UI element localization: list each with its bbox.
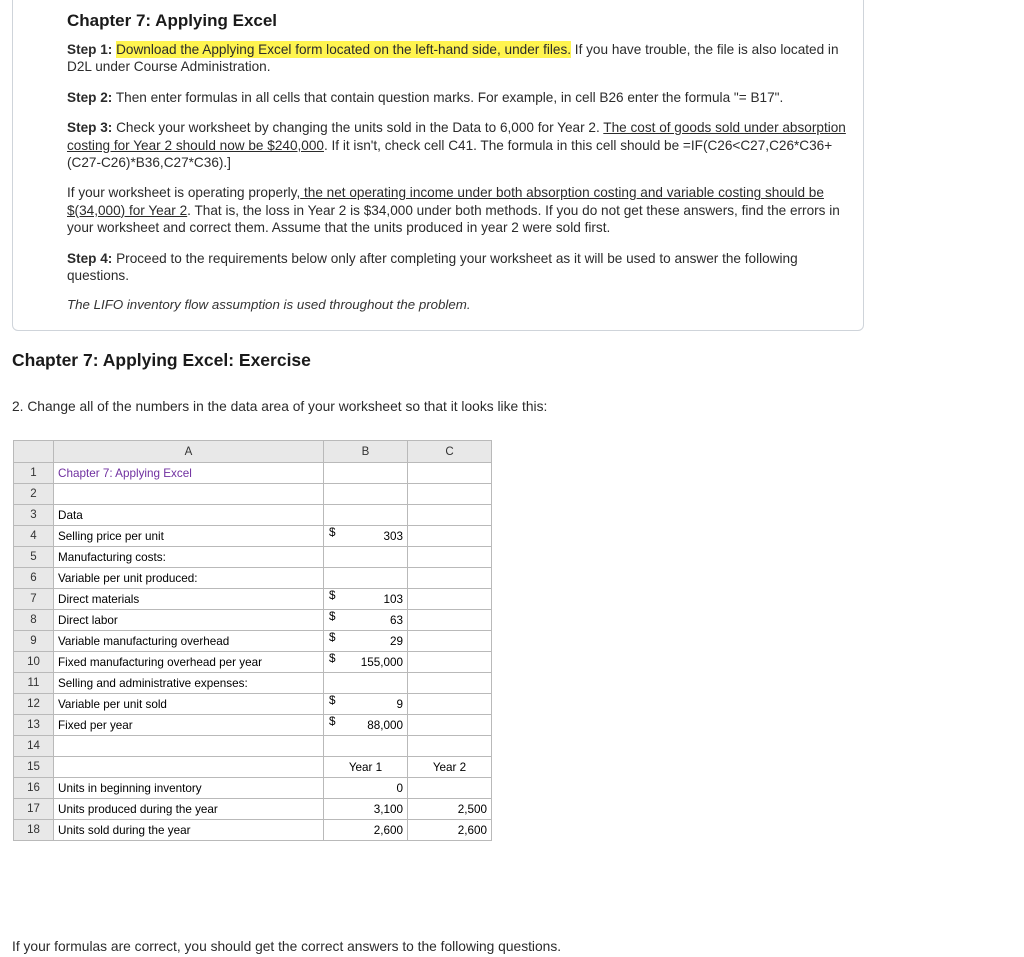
- table-row: [14, 736, 492, 757]
- cell-c[interactable]: [408, 673, 492, 694]
- table-row: [14, 799, 492, 820]
- row-header[interactable]: 17: [14, 799, 54, 820]
- cell-c[interactable]: [408, 610, 492, 631]
- column-header-a[interactable]: A: [54, 441, 324, 463]
- table-row: [14, 673, 492, 694]
- row-header[interactable]: 12: [14, 694, 54, 715]
- step-3-underlined: The cost of goods sold under absorption costing for Year 2 should now be $240,000: [67, 120, 846, 153]
- step-1-rest: If you have trouble, the file is also located in D2L under Course Administration.: [67, 42, 839, 75]
- cell-value: 88,000: [367, 718, 403, 732]
- exercise-heading: Chapter 7: Applying Excel: Exercise: [12, 350, 311, 370]
- cell-b[interactable]: 0: [324, 778, 408, 799]
- cell-b[interactable]: [324, 463, 408, 484]
- row-header[interactable]: 13: [14, 715, 54, 736]
- table-row: [14, 715, 492, 736]
- panel-title: Chapter 7: Applying Excel: [67, 11, 278, 30]
- cell-a[interactable]: [54, 736, 324, 757]
- column-header-c[interactable]: C: [408, 441, 492, 463]
- cell-b[interactable]: [324, 736, 408, 757]
- check-part-2: . That is, the loss in Year 2 is $34,000 under both methods. If you do not get these answers, find the errors in your worksheet and correct them. Assume that the units produced in year 2 were sold first.: [67, 202, 840, 236]
- cell-b[interactable]: [324, 694, 408, 715]
- cell-a[interactable]: Fixed per year: [54, 715, 324, 736]
- step-3: [67, 119, 849, 171]
- cell-c[interactable]: [408, 463, 492, 484]
- cell-value: 29: [389, 634, 403, 648]
- step-3-part-1: Check your worksheet by changing the units sold in the Data to 6,000 for Year 2.: [112, 120, 604, 136]
- cell-a[interactable]: Selling price per unit: [54, 526, 324, 547]
- step-2-label: Step 2:: [67, 89, 113, 105]
- cell-c[interactable]: [408, 694, 492, 715]
- lifo-note: The LIFO inventory flow assumption is used throughout the problem.: [67, 297, 471, 313]
- cell-a[interactable]: Units produced during the year: [54, 799, 324, 820]
- cell-value: 155,000: [360, 655, 403, 669]
- column-header-b[interactable]: B: [324, 441, 408, 463]
- cell-c[interactable]: [408, 547, 492, 568]
- table-row: [14, 547, 492, 568]
- cell-a[interactable]: Manufacturing costs:: [54, 547, 324, 568]
- row-header[interactable]: 3: [14, 505, 54, 526]
- row-header[interactable]: 14: [14, 736, 54, 757]
- table-row: [14, 820, 492, 841]
- row-header[interactable]: 8: [14, 610, 54, 631]
- row-header[interactable]: 11: [14, 673, 54, 694]
- cell-a[interactable]: Selling and administrative expenses:: [54, 673, 324, 694]
- cell-a[interactable]: Variable per unit sold: [54, 694, 324, 715]
- cell-a[interactable]: Chapter 7: Applying Excel: [54, 463, 324, 484]
- table-row: [14, 778, 492, 799]
- cell-c[interactable]: Year 2: [408, 757, 492, 778]
- cell-a[interactable]: Variable manufacturing overhead: [54, 631, 324, 652]
- currency-symbol: $: [329, 631, 336, 644]
- currency-symbol: $: [329, 610, 336, 623]
- step-3-part-2: . If it isn't, check cell C41. The formula in this cell should be =IF(C26<C27,C26*C36+(C27-C26)*B36,C27*C36).]: [67, 137, 833, 170]
- step-4: [67, 250, 849, 285]
- step-1-highlight: Download the Applying Excel form located on the left-hand side, under files.: [116, 42, 572, 57]
- footer-text: If your formulas are correct, you should get the correct answers to the following questions.: [12, 939, 562, 954]
- cell-b[interactable]: [324, 484, 408, 505]
- check-underlined: the net operating income under both absorption costing and variable costing should be $(34,000) for Year 2: [67, 185, 824, 218]
- table-row: [14, 631, 492, 652]
- cell-value: 9: [396, 697, 403, 711]
- row-header[interactable]: 1: [14, 463, 54, 484]
- cell-b[interactable]: [324, 505, 408, 526]
- step-1-label: Step 1:: [67, 42, 113, 57]
- row-header[interactable]: 18: [14, 820, 54, 841]
- cell-c[interactable]: [408, 505, 492, 526]
- cell-c[interactable]: [408, 736, 492, 757]
- step-1: [67, 41, 849, 76]
- cell-c[interactable]: [408, 652, 492, 673]
- table-row: [14, 589, 492, 610]
- cell-c[interactable]: [408, 778, 492, 799]
- cell-c[interactable]: [408, 589, 492, 610]
- currency-symbol: $: [329, 526, 336, 539]
- worksheet-check-paragraph: [67, 184, 849, 236]
- cell-c[interactable]: [408, 484, 492, 505]
- table-row: [14, 505, 492, 526]
- cell-a[interactable]: [54, 757, 324, 778]
- row-header[interactable]: 6: [14, 568, 54, 589]
- cell-b[interactable]: [324, 631, 408, 652]
- step-2: [67, 89, 849, 106]
- currency-symbol: $: [329, 694, 336, 707]
- cell-a[interactable]: Data: [54, 505, 324, 526]
- row-header[interactable]: 2: [14, 484, 54, 505]
- cell-c[interactable]: [408, 568, 492, 589]
- cell-b[interactable]: [324, 673, 408, 694]
- currency-symbol: $: [329, 589, 336, 602]
- table-row: [14, 694, 492, 715]
- step-4-text: Proceed to the requirements below only after completing your worksheet as it will be used to answer the following questions.: [67, 250, 798, 283]
- cell-b[interactable]: 2,600: [324, 820, 408, 841]
- cell-b[interactable]: [324, 715, 408, 736]
- cell-a[interactable]: Fixed manufacturing overhead per year: [54, 652, 324, 673]
- step-2-text: Then enter formulas in all cells that contain question marks. For example, in cell B26 enter the formula "= B17".: [112, 89, 784, 105]
- table-row: [14, 568, 492, 589]
- cell-a[interactable]: Units in beginning inventory: [54, 778, 324, 799]
- cell-value: 63: [389, 613, 403, 627]
- corner-cell: [14, 441, 54, 463]
- cell-c[interactable]: [408, 631, 492, 652]
- table-row: [14, 610, 492, 631]
- currency-symbol: $: [329, 652, 336, 665]
- step-4-label: Step 4:: [67, 250, 113, 266]
- table-row: [14, 484, 492, 505]
- row-header[interactable]: 7: [14, 589, 54, 610]
- check-part-1: If your worksheet is operating properly,: [67, 185, 301, 201]
- row-header[interactable]: 5: [14, 547, 54, 568]
- cell-c[interactable]: 2,500: [408, 799, 492, 820]
- row-header[interactable]: 4: [14, 526, 54, 547]
- cell-c[interactable]: [408, 715, 492, 736]
- cell-a[interactable]: Units sold during the year: [54, 820, 324, 841]
- cell-b[interactable]: Year 1: [324, 757, 408, 778]
- cell-value: 103: [383, 592, 403, 606]
- cell-value: 303: [383, 529, 403, 543]
- cell-b[interactable]: [324, 526, 408, 547]
- row-header[interactable]: 9: [14, 631, 54, 652]
- worksheet-table: [13, 440, 492, 841]
- cell-c[interactable]: [408, 526, 492, 547]
- cell-b[interactable]: [324, 610, 408, 631]
- cell-a[interactable]: Variable per unit produced:: [54, 568, 324, 589]
- cell-a[interactable]: [54, 484, 324, 505]
- cell-b[interactable]: [324, 589, 408, 610]
- table-row: [14, 652, 492, 673]
- question-text: 2. Change all of the numbers in the data area of your worksheet so that it looks like this:: [12, 399, 548, 414]
- cell-b[interactable]: [324, 568, 408, 589]
- row-header[interactable]: 16: [14, 778, 54, 799]
- step-3-label: Step 3:: [67, 120, 113, 136]
- column-header-row: [14, 441, 492, 463]
- table-row: [14, 526, 492, 547]
- table-row: [14, 757, 492, 778]
- row-header[interactable]: 15: [14, 757, 54, 778]
- currency-symbol: $: [329, 715, 336, 728]
- cell-b[interactable]: [324, 547, 408, 568]
- table-row: [14, 463, 492, 484]
- cell-b[interactable]: [324, 652, 408, 673]
- cell-a[interactable]: Direct materials: [54, 589, 324, 610]
- instructions-panel: [12, 0, 864, 331]
- cell-b[interactable]: 3,100: [324, 799, 408, 820]
- cell-c[interactable]: 2,600: [408, 820, 492, 841]
- cell-a[interactable]: Direct labor: [54, 610, 324, 631]
- row-header[interactable]: 10: [14, 652, 54, 673]
